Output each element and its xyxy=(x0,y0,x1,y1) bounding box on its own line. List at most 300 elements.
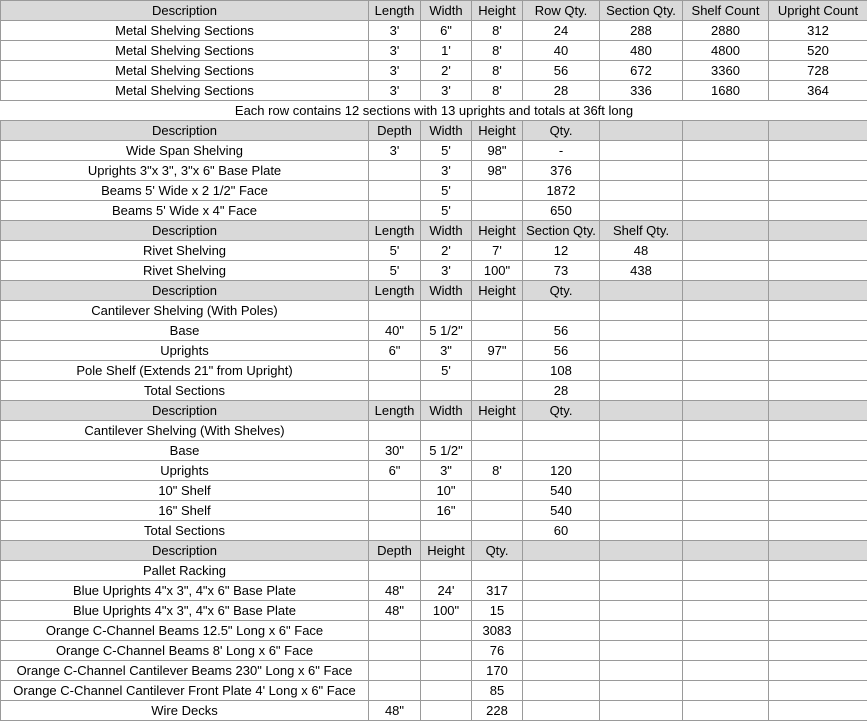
cell-col-b: 5' xyxy=(369,261,421,281)
cell-col-f xyxy=(600,521,683,541)
cell-col-g xyxy=(683,521,769,541)
cell-col-f xyxy=(600,381,683,401)
table-row xyxy=(1,561,867,581)
cell-col-d: 3083 xyxy=(472,621,523,641)
cell-col-b xyxy=(369,421,421,441)
cell-col-b: 3' xyxy=(369,141,421,161)
cell-description: Wire Decks xyxy=(1,701,369,721)
header-cell-description: Description xyxy=(1,401,369,421)
table-row xyxy=(1,61,867,81)
cell-col-f: 288 xyxy=(600,21,683,41)
cell-col-e: 650 xyxy=(523,201,600,221)
cell-col-h xyxy=(769,161,867,181)
cell-description: 10" Shelf xyxy=(1,481,369,501)
cell-col-f xyxy=(600,201,683,221)
header-cell-col-f: Section Qty. xyxy=(600,1,683,21)
header-cell-description: Description xyxy=(1,1,369,21)
header-cell-col-c: Width xyxy=(421,221,472,241)
table-row xyxy=(1,241,867,261)
cell-col-c: 16" xyxy=(421,501,472,521)
cell-col-c: 100" xyxy=(421,601,472,621)
cell-col-g xyxy=(683,501,769,521)
section-header-row xyxy=(1,221,867,241)
header-cell-col-c: Width xyxy=(421,1,472,21)
cell-col-c: 5 1/2" xyxy=(421,321,472,341)
cell-col-f xyxy=(600,501,683,521)
cell-col-c: 5' xyxy=(421,141,472,161)
cell-col-e: 108 xyxy=(523,361,600,381)
cell-col-b: 48" xyxy=(369,701,421,721)
cell-description: Orange C-Channel Cantilever Front Plate 4' Long x 6" Face xyxy=(1,681,369,701)
cell-col-e: - xyxy=(523,141,600,161)
cell-col-h xyxy=(769,701,867,721)
cell-col-b xyxy=(369,501,421,521)
header-cell-col-c: Width xyxy=(421,401,472,421)
cell-col-d: 228 xyxy=(472,701,523,721)
table-row xyxy=(1,581,867,601)
cell-col-h xyxy=(769,381,867,401)
cell-col-b: 3' xyxy=(369,61,421,81)
cell-col-f xyxy=(600,181,683,201)
cell-col-e xyxy=(523,621,600,641)
cell-col-d xyxy=(472,181,523,201)
header-cell-col-f xyxy=(600,121,683,141)
cell-col-h xyxy=(769,361,867,381)
table-row xyxy=(1,321,867,341)
cell-col-e: 56 xyxy=(523,321,600,341)
cell-col-d xyxy=(472,521,523,541)
cell-col-d xyxy=(472,561,523,581)
cell-col-b: 3' xyxy=(369,41,421,61)
cell-col-f xyxy=(600,461,683,481)
cell-col-b xyxy=(369,361,421,381)
cell-col-d xyxy=(472,361,523,381)
cell-col-c: 5' xyxy=(421,201,472,221)
header-cell-col-c: Width xyxy=(421,121,472,141)
cell-col-f xyxy=(600,641,683,661)
cell-col-h xyxy=(769,261,867,281)
cell-col-c xyxy=(421,381,472,401)
cell-col-e: 376 xyxy=(523,161,600,181)
cell-col-e xyxy=(523,701,600,721)
cell-col-c: 5' xyxy=(421,361,472,381)
header-cell-col-h xyxy=(769,281,867,301)
header-cell-col-d: Height xyxy=(472,401,523,421)
cell-col-e: 56 xyxy=(523,61,600,81)
cell-col-h xyxy=(769,501,867,521)
cell-col-e: 12 xyxy=(523,241,600,261)
cell-col-g xyxy=(683,441,769,461)
cell-col-e: 40 xyxy=(523,41,600,61)
header-cell-col-b: Length xyxy=(369,401,421,421)
cell-col-e: 540 xyxy=(523,501,600,521)
cell-col-e: 28 xyxy=(523,81,600,101)
table-row xyxy=(1,461,867,481)
header-cell-col-g xyxy=(683,221,769,241)
cell-description: Blue Uprights 4"x 3", 4"x 6" Base Plate xyxy=(1,581,369,601)
cell-col-g xyxy=(683,641,769,661)
cell-description: Cantilever Shelving (With Shelves) xyxy=(1,421,369,441)
cell-col-g xyxy=(683,381,769,401)
cell-col-g xyxy=(683,301,769,321)
cell-col-d: 170 xyxy=(472,661,523,681)
header-cell-col-h xyxy=(769,121,867,141)
cell-col-c: 1' xyxy=(421,41,472,61)
cell-col-g xyxy=(683,421,769,441)
cell-description: Rivet Shelving xyxy=(1,261,369,281)
cell-description: Metal Shelving Sections xyxy=(1,21,369,41)
table-row xyxy=(1,421,867,441)
cell-col-f xyxy=(600,681,683,701)
section-header-row xyxy=(1,541,867,561)
header-cell-col-f xyxy=(600,281,683,301)
cell-col-g xyxy=(683,321,769,341)
cell-col-b: 48" xyxy=(369,601,421,621)
cell-col-e xyxy=(523,301,600,321)
header-cell-col-h xyxy=(769,541,867,561)
header-cell-col-b: Length xyxy=(369,281,421,301)
cell-col-d xyxy=(472,501,523,521)
cell-description: Uprights 3"x 3", 3"x 6" Base Plate xyxy=(1,161,369,181)
cell-col-f xyxy=(600,161,683,181)
cell-col-g xyxy=(683,661,769,681)
cell-description: Metal Shelving Sections xyxy=(1,81,369,101)
header-cell-col-f: Shelf Qty. xyxy=(600,221,683,241)
header-cell-col-f xyxy=(600,541,683,561)
cell-col-c: 3" xyxy=(421,341,472,361)
cell-col-b: 48" xyxy=(369,581,421,601)
header-cell-description: Description xyxy=(1,121,369,141)
cell-col-g xyxy=(683,201,769,221)
header-cell-col-h xyxy=(769,221,867,241)
cell-col-h xyxy=(769,141,867,161)
table-row xyxy=(1,201,867,221)
cell-description: Orange C-Channel Beams 12.5" Long x 6" Face xyxy=(1,621,369,641)
cell-col-c xyxy=(421,681,472,701)
header-cell-col-b: Depth xyxy=(369,541,421,561)
cell-col-b xyxy=(369,481,421,501)
cell-col-h xyxy=(769,641,867,661)
cell-col-f xyxy=(600,701,683,721)
cell-col-h xyxy=(769,561,867,581)
table-row xyxy=(1,681,867,701)
cell-col-e: 1872 xyxy=(523,181,600,201)
cell-col-c xyxy=(421,621,472,641)
cell-col-d: 76 xyxy=(472,641,523,661)
cell-col-b xyxy=(369,561,421,581)
cell-col-d: 85 xyxy=(472,681,523,701)
cell-col-c xyxy=(421,561,472,581)
cell-col-e xyxy=(523,661,600,681)
cell-col-g: 1680 xyxy=(683,81,769,101)
cell-col-f xyxy=(600,561,683,581)
cell-col-b: 5' xyxy=(369,241,421,261)
cell-description: Uprights xyxy=(1,461,369,481)
cell-col-h xyxy=(769,521,867,541)
cell-col-d: 15 xyxy=(472,601,523,621)
header-cell-col-b: Length xyxy=(369,1,421,21)
header-cell-col-c: Width xyxy=(421,281,472,301)
cell-col-d xyxy=(472,201,523,221)
cell-col-d: 97" xyxy=(472,341,523,361)
cell-description: Orange C-Channel Beams 8' Long x 6" Face xyxy=(1,641,369,661)
cell-col-h xyxy=(769,601,867,621)
cell-col-d: 8' xyxy=(472,461,523,481)
cell-col-h xyxy=(769,201,867,221)
cell-col-g xyxy=(683,241,769,261)
cell-col-h: 312 xyxy=(769,21,867,41)
header-cell-col-d: Height xyxy=(472,121,523,141)
cell-col-d: 98" xyxy=(472,161,523,181)
header-cell-col-g: Shelf Count xyxy=(683,1,769,21)
cell-col-b xyxy=(369,661,421,681)
cell-col-h xyxy=(769,461,867,481)
cell-col-b: 40" xyxy=(369,321,421,341)
table-row xyxy=(1,361,867,381)
cell-col-g xyxy=(683,161,769,181)
cell-col-b xyxy=(369,641,421,661)
cell-description: Cantilever Shelving (With Poles) xyxy=(1,301,369,321)
cell-col-f xyxy=(600,581,683,601)
cell-col-b: 3' xyxy=(369,21,421,41)
cell-description: Beams 5' Wide x 4" Face xyxy=(1,201,369,221)
cell-col-h xyxy=(769,321,867,341)
cell-col-c: 2' xyxy=(421,241,472,261)
cell-col-e xyxy=(523,681,600,701)
cell-description: Pallet Racking xyxy=(1,561,369,581)
cell-col-g xyxy=(683,461,769,481)
cell-col-b xyxy=(369,301,421,321)
table-row xyxy=(1,21,867,41)
header-cell-col-e: Section Qty. xyxy=(523,221,600,241)
cell-col-c: 10" xyxy=(421,481,472,501)
cell-col-h xyxy=(769,181,867,201)
cell-col-h: 728 xyxy=(769,61,867,81)
cell-col-h xyxy=(769,581,867,601)
table-row xyxy=(1,341,867,361)
header-cell-col-g xyxy=(683,401,769,421)
cell-col-f xyxy=(600,361,683,381)
cell-description: Wide Span Shelving xyxy=(1,141,369,161)
header-cell-col-e: Qty. xyxy=(523,401,600,421)
table-row xyxy=(1,81,867,101)
cell-col-d xyxy=(472,381,523,401)
cell-col-g xyxy=(683,601,769,621)
cell-col-g: 2880 xyxy=(683,21,769,41)
cell-col-b xyxy=(369,161,421,181)
table-row xyxy=(1,301,867,321)
table-row xyxy=(1,261,867,281)
cell-col-e: 540 xyxy=(523,481,600,501)
table-row xyxy=(1,701,867,721)
header-cell-col-e: Qty. xyxy=(523,121,600,141)
cell-col-h: 520 xyxy=(769,41,867,61)
cell-description: Rivet Shelving xyxy=(1,241,369,261)
header-cell-description: Description xyxy=(1,541,369,561)
cell-col-b xyxy=(369,201,421,221)
header-cell-col-g xyxy=(683,281,769,301)
cell-col-f: 336 xyxy=(600,81,683,101)
cell-col-g xyxy=(683,141,769,161)
cell-col-f: 480 xyxy=(600,41,683,61)
cell-col-b xyxy=(369,381,421,401)
section-note: Each row contains 12 sections with 13 uprights and totals at 36ft long xyxy=(1,101,867,121)
cell-col-e: 56 xyxy=(523,341,600,361)
table-row xyxy=(1,441,867,461)
cell-col-e: 73 xyxy=(523,261,600,281)
note-row xyxy=(1,101,867,121)
header-cell-col-e: Row Qty. xyxy=(523,1,600,21)
header-cell-col-d: Qty. xyxy=(472,541,523,561)
header-cell-col-e: Qty. xyxy=(523,281,600,301)
table-row xyxy=(1,161,867,181)
cell-col-b: 6" xyxy=(369,461,421,481)
cell-col-d: 8' xyxy=(472,81,523,101)
cell-description: Pole Shelf (Extends 21" from Upright) xyxy=(1,361,369,381)
cell-col-d xyxy=(472,441,523,461)
cell-col-c xyxy=(421,421,472,441)
table-row xyxy=(1,641,867,661)
cell-col-b xyxy=(369,521,421,541)
cell-description: Base xyxy=(1,321,369,341)
cell-col-h xyxy=(769,301,867,321)
table-row xyxy=(1,41,867,61)
header-cell-col-g xyxy=(683,541,769,561)
cell-col-e: 120 xyxy=(523,461,600,481)
header-cell-col-d: Height xyxy=(472,281,523,301)
cell-col-b: 6" xyxy=(369,341,421,361)
cell-col-f xyxy=(600,321,683,341)
cell-col-g xyxy=(683,561,769,581)
cell-col-c: 3' xyxy=(421,81,472,101)
table-row xyxy=(1,141,867,161)
cell-col-e xyxy=(523,421,600,441)
cell-col-c: 6" xyxy=(421,21,472,41)
cell-col-d: 8' xyxy=(472,21,523,41)
cell-col-e xyxy=(523,641,600,661)
cell-col-h xyxy=(769,241,867,261)
cell-description: Total Sections xyxy=(1,381,369,401)
cell-col-h xyxy=(769,661,867,681)
table-row xyxy=(1,181,867,201)
cell-col-c: 3' xyxy=(421,261,472,281)
cell-col-d: 100" xyxy=(472,261,523,281)
section-header-row xyxy=(1,401,867,421)
cell-description: Metal Shelving Sections xyxy=(1,41,369,61)
cell-col-g xyxy=(683,181,769,201)
section-header-row xyxy=(1,121,867,141)
cell-description: Orange C-Channel Cantilever Beams 230" Long x 6" Face xyxy=(1,661,369,681)
cell-description: 16" Shelf xyxy=(1,501,369,521)
cell-col-g xyxy=(683,701,769,721)
cell-col-h xyxy=(769,481,867,501)
cell-col-e: 28 xyxy=(523,381,600,401)
header-cell-col-e xyxy=(523,541,600,561)
cell-description: Base xyxy=(1,441,369,461)
section-header-row xyxy=(1,281,867,301)
cell-col-d xyxy=(472,301,523,321)
cell-description: Uprights xyxy=(1,341,369,361)
cell-col-h xyxy=(769,421,867,441)
cell-col-f xyxy=(600,301,683,321)
cell-col-g xyxy=(683,621,769,641)
cell-col-c xyxy=(421,701,472,721)
cell-col-d: 98" xyxy=(472,141,523,161)
cell-col-f: 438 xyxy=(600,261,683,281)
table-row xyxy=(1,661,867,681)
cell-col-f xyxy=(600,341,683,361)
cell-col-d xyxy=(472,321,523,341)
cell-col-f xyxy=(600,481,683,501)
table-row xyxy=(1,601,867,621)
cell-col-f xyxy=(600,441,683,461)
cell-col-b xyxy=(369,681,421,701)
cell-col-c: 3' xyxy=(421,161,472,181)
cell-col-g xyxy=(683,481,769,501)
cell-col-c xyxy=(421,301,472,321)
cell-col-f: 672 xyxy=(600,61,683,81)
cell-col-g: 4800 xyxy=(683,41,769,61)
cell-col-f xyxy=(600,661,683,681)
cell-col-c: 3" xyxy=(421,461,472,481)
cell-description: Beams 5' Wide x 2 1/2" Face xyxy=(1,181,369,201)
header-cell-col-f xyxy=(600,401,683,421)
cell-col-f xyxy=(600,421,683,441)
cell-col-b xyxy=(369,621,421,641)
cell-col-f xyxy=(600,141,683,161)
cell-col-b xyxy=(369,181,421,201)
cell-col-e xyxy=(523,581,600,601)
header-cell-col-d: Height xyxy=(472,221,523,241)
header-cell-col-h xyxy=(769,401,867,421)
cell-col-f xyxy=(600,601,683,621)
cell-col-h xyxy=(769,441,867,461)
cell-col-g xyxy=(683,681,769,701)
cell-col-g xyxy=(683,361,769,381)
cell-col-f: 48 xyxy=(600,241,683,261)
header-cell-description: Description xyxy=(1,221,369,241)
cell-col-h: 364 xyxy=(769,81,867,101)
header-cell-col-g xyxy=(683,121,769,141)
cell-col-c: 2' xyxy=(421,61,472,81)
cell-col-h xyxy=(769,681,867,701)
cell-description: Total Sections xyxy=(1,521,369,541)
cell-col-e: 24 xyxy=(523,21,600,41)
cell-col-b: 3' xyxy=(369,81,421,101)
cell-col-e xyxy=(523,561,600,581)
cell-col-d: 8' xyxy=(472,41,523,61)
cell-col-c: 5 1/2" xyxy=(421,441,472,461)
table-row xyxy=(1,381,867,401)
header-cell-col-c: Height xyxy=(421,541,472,561)
cell-description: Metal Shelving Sections xyxy=(1,61,369,81)
cell-col-c xyxy=(421,641,472,661)
spreadsheet-body xyxy=(1,1,867,721)
header-cell-description: Description xyxy=(1,281,369,301)
cell-col-g xyxy=(683,581,769,601)
header-cell-col-b: Depth xyxy=(369,121,421,141)
cell-col-g: 3360 xyxy=(683,61,769,81)
section-header-row xyxy=(1,1,867,21)
cell-col-h xyxy=(769,341,867,361)
cell-col-e xyxy=(523,441,600,461)
table-row xyxy=(1,621,867,641)
cell-col-d xyxy=(472,421,523,441)
table-row xyxy=(1,501,867,521)
cell-col-g xyxy=(683,341,769,361)
cell-col-e xyxy=(523,601,600,621)
cell-col-c: 5' xyxy=(421,181,472,201)
